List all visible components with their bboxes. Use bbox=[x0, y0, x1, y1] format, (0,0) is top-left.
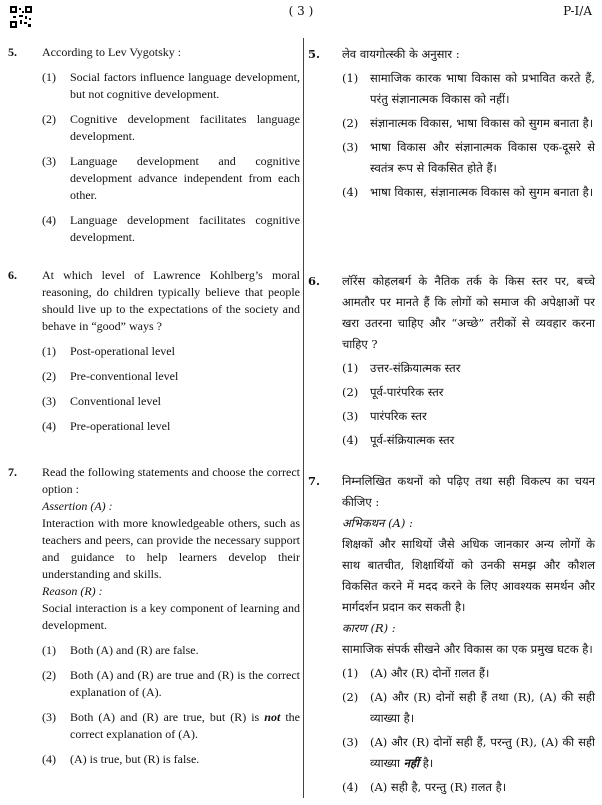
option-1[interactable]: (1) उत्तर-संक्रियात्मक स्तर bbox=[342, 361, 461, 375]
option-1[interactable]: (1) (A) और (R) दोनों ग़लत हैं। bbox=[342, 666, 490, 680]
reason-label: कारण (R) : bbox=[342, 621, 396, 635]
option-1[interactable]: (1) सामाजिक कारक भाषा विकास को प्रभावित करते हैं, परंतु संज्ञानात्मक विकास को नहीं। bbox=[342, 71, 595, 106]
question-6-hi bbox=[308, 271, 595, 451]
question-5-hi bbox=[308, 44, 595, 203]
option-2[interactable]: (2) Cognitive development facilitates language development. bbox=[42, 112, 300, 143]
option-4[interactable]: (4) (A) is true, but (R) is false. bbox=[42, 752, 200, 766]
column-divider bbox=[303, 38, 304, 798]
reason-label: Reason (R) : bbox=[42, 584, 103, 598]
question-number: 5. bbox=[308, 47, 321, 61]
option-4[interactable]: (4) Pre-operational level bbox=[42, 419, 171, 433]
option-2[interactable]: (2) Both (A) and (R) are true and (R) is the correct explanation of (A). bbox=[42, 668, 300, 699]
option-4[interactable]: (4) Language development facilitates cognitive development. bbox=[42, 213, 300, 244]
assertion-label: अभिकथन (A) : bbox=[342, 516, 413, 530]
booklet-code: P-I/A bbox=[563, 4, 592, 18]
question-number: 7. bbox=[8, 465, 17, 479]
option-3[interactable]: (3) भाषा विकास और संज्ञानात्मक विकास एक-दूसरे से स्वतंत्र रूप से विकसित होते हैं। bbox=[342, 140, 595, 175]
question-stem: Read the following statements and choose the correct option : bbox=[42, 465, 300, 496]
option-1[interactable]: (1) Post-operational level bbox=[42, 344, 175, 358]
question-stem: लेव वायगोत्स्की के अनुसार : bbox=[342, 47, 460, 61]
option-3[interactable]: (3) पारंपरिक स्तर bbox=[342, 409, 427, 423]
question-stem: लॉरेंस कोहलबर्ग के नैतिक तर्क के किस स्तर पर, बच्चे आमतौर पर मानते हैं कि लोगों को समाज की अपेक्षाओं पर खरा उतरना चाहिए और “अच्छे” तरीकों से व्यवहार करना चाहिए ? bbox=[342, 274, 595, 351]
option-3[interactable]: (3) (A) और (R) दोनों सही हैं, परन्तु (R), (A) की सही व्याख्या नहीं है। bbox=[342, 735, 595, 770]
assertion-text: शिक्षकों और साथियों जैसे अधिक जानकार अन्य लोगों के साथ बातचीत, शिक्षार्थियों को उनकी समझ और कौशल विकसित करने में मदद करने के लिए आवश्यक समर्थन और मार्गदर्शन प्रदान कर सकती है। bbox=[342, 537, 595, 614]
option-2[interactable]: (2) पूर्व-पारंपरिक स्तर bbox=[342, 385, 444, 399]
option-2[interactable]: (2) Pre-conventional level bbox=[42, 369, 179, 383]
option-3[interactable]: (3) Language development and cognitive development advance independent from each other. bbox=[42, 154, 300, 202]
question-7-en bbox=[8, 464, 300, 768]
question-number: 6. bbox=[8, 268, 17, 282]
question-number: 5. bbox=[8, 45, 17, 59]
reason-text: Social interaction is a key component of learning and development. bbox=[42, 601, 300, 632]
question-stem: According to Lev Vygotsky : bbox=[42, 45, 182, 59]
option-1[interactable]: (1) Both (A) and (R) are false. bbox=[42, 643, 199, 657]
option-4[interactable]: (4) भाषा विकास, संज्ञानात्मक विकास को सुगम बनाता है। bbox=[342, 185, 594, 199]
assertion-text: Interaction with more knowledgeable others, such as teachers and peers, can provide the necessary support and guidance to help learners develop their understanding and skills. bbox=[42, 516, 300, 581]
option-4[interactable]: (4) पूर्व-संक्रियात्मक स्तर bbox=[342, 433, 455, 447]
option-2[interactable]: (2) (A) और (R) दोनों सही हैं तथा (R), (A) की सही व्याख्या है। bbox=[342, 690, 595, 725]
assertion-label: Assertion (A) : bbox=[42, 499, 113, 513]
option-3[interactable]: (3) Both (A) and (R) are true, but (R) is not the correct explanation of (A). bbox=[42, 710, 300, 741]
question-number: 7. bbox=[308, 474, 321, 488]
option-1[interactable]: (1) Social factors influence language development, but not cognitive development. bbox=[42, 70, 300, 101]
option-3[interactable]: (3) Conventional level bbox=[42, 394, 161, 408]
question-7-hi bbox=[308, 471, 595, 798]
page-number: ( 3 ) bbox=[288, 4, 314, 18]
option-2[interactable]: (2) संज्ञानात्मक विकास, भाषा विकास को सुगम बनाता है। bbox=[342, 116, 594, 130]
question-stem: At which level of Lawrence Kohlberg’s moral reasoning, do children typically believe that people should live up to the expectations of the society and behave in “good” ways ? bbox=[42, 268, 300, 333]
option-4[interactable]: (4) (A) सही है, परन्तु (R) ग़लत है। bbox=[342, 780, 507, 794]
emphasis-not: नहीं bbox=[403, 756, 420, 770]
reason-text: सामाजिक संपर्क सीखने और विकास का एक प्रमुख घटक है। bbox=[342, 642, 593, 656]
question-number: 6. bbox=[308, 274, 321, 288]
question-5-en bbox=[8, 44, 300, 246]
emphasis-not: not bbox=[264, 710, 281, 724]
question-stem: निम्नलिखित कथनों को पढ़िए तथा सही विकल्प का चयन कीजिए : bbox=[342, 474, 595, 509]
question-6-en bbox=[8, 267, 300, 435]
